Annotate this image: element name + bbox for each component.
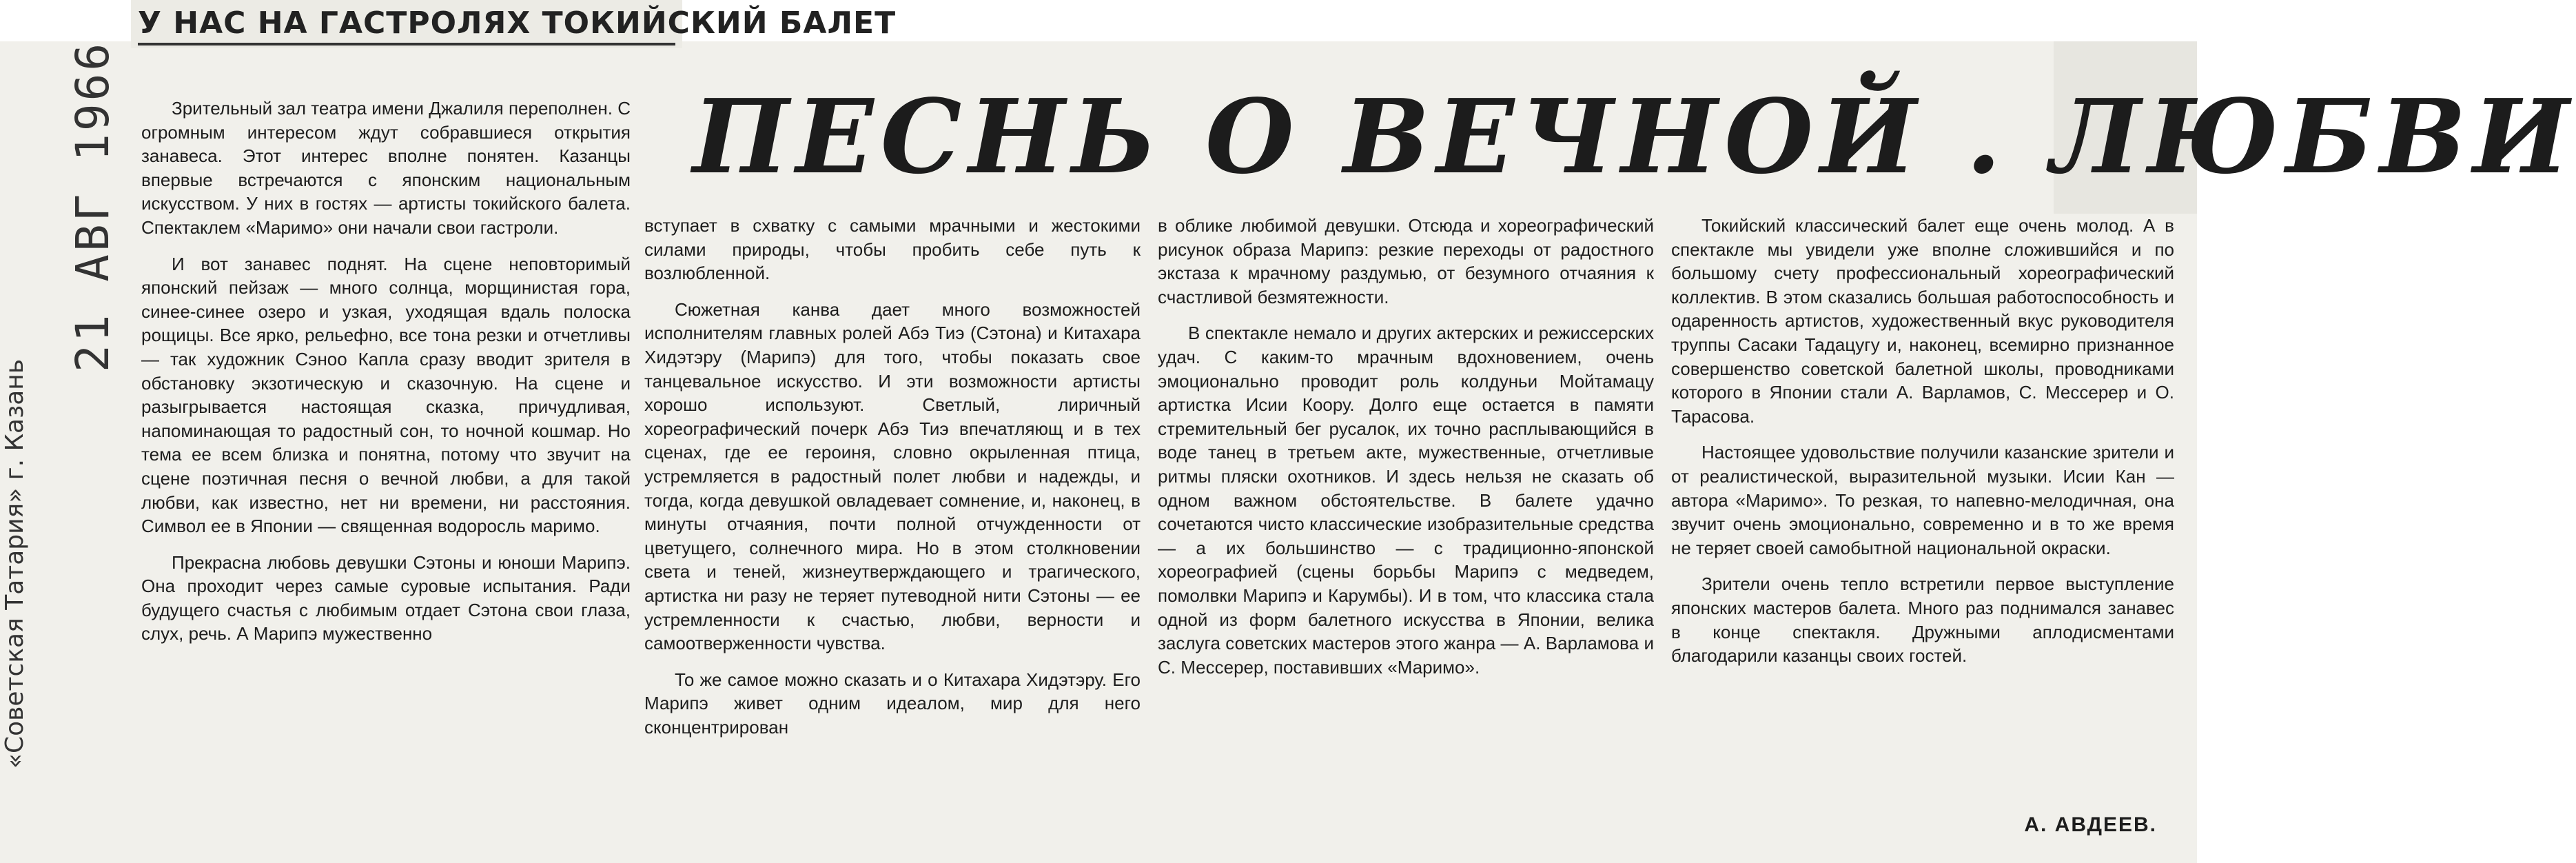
source-stamp [0,358,69,772]
date-stamp [66,40,128,372]
paragraph: вступает в схватку с самыми мрачными и жестокими силами природы, чтобы пробить себе путь к возлюбленной. [644,215,1141,284]
date-stamp-text: 21 АВГ 1966 [66,40,119,372]
paragraph: В спектакле немало и других актерских и режиссерских удач. С каким-то мрачным вдохновением, очень эмоционально проводит роль колдуньи Мойтамацу артистка Исии Коору. Долго еще остается в памяти стремительный бег русалок, их точно расплывающийся в воде танец в третьем акте, мужественные, отчетливые ритмы пляски охотников. И здесь нельзя не сказать об одном важном обстоятельстве. В балете удачно сочетаются чисто классические изобразительные средства — а их большинство — с традиционно-японской хореографией (сцены борьбы Марипэ с медведем, помолвки Марипэ и Карумбы). И в том, что классика стала одной из форм балетного искусства в Японии, велика заслуга советских мастеров этого жанра — А. Варламова и С. Мессерер, поставивших «Маримо». [1158,323,1654,678]
article-column-4 [1671,214,2174,820]
paragraph: Токийский классический балет еще очень молод. А в спектакле мы увидели уже вполне сложившийся и по большому счету профессиональный хореографический коллектив. В этом сказались большая работоспособность и одаренность артистов, художественный вкус руководителя труппы Сасаки Тадацугу и, наконец, всемирно признанное совершенство советской балетной школы, проводниками которого в Японии стали А. Варламов, С. Мессерер и О. Тарасова. [1671,215,2174,427]
author-signature: А. АВДЕЕВ. [2024,813,2157,836]
paragraph: То же самое можно сказать и о Китахара Хидэтэру. Его Марипэ живет одним идеалом, мир для него сконцентрирован [644,669,1141,738]
rubric-heading: У НАС НА ГАСТРОЛЯХ ТОКИЙСКИЙ БАЛЕТ [138,6,897,41]
paragraph: Настоящее удовольствие получили казанские зрители и от реалистической, выразительной музыки. Исии Кан — автора «Маримо». То резкая, то напевно-мелодичная, она звучит очень эмоционально, современно и в то же время не теряет своей самобытной национальной окраски. [1671,442,2174,558]
paragraph: в облике любимой девушки. Отсюда и хореографический рисунок образа Марипэ: резкие переходы от радостного экстаза к мрачному раздумью, от безумного отчаяния к счастливой безмятежности. [1158,215,1654,307]
article-column-2 [644,214,1141,834]
article-column-3 [1158,214,1654,834]
paragraph: Прекрасна любовь девушки Сэтоны и юноши Марипэ. Она проходит через самые суровые испытания. Ради будущего счастья с любимым отдает Сэтона свои глаза, слух, речь. А Марипэ мужественно [141,551,631,644]
rubric-rule [138,43,675,45]
paragraph: И вот занавес поднят. На сцене неповторимый японский пейзаж — много солнца, морщинистая гора, синее-синее озеро и узкая, уходящая вдаль полоска рощицы. Все ярко, рельефно, все тона резки и отчетливы — так художник Сэноо Капла сразу вводит зрителя в обстановку экзотическую и сказочную. На сцене и разыгрывается настоящая сказка, причудливая, напоминающая то радостный сон, то ночной кошмар. Но тема ее всем близка и понятна, потому что звучит на сцене поэтичная песня о вечной любви, а для такой любви, как известно, нет ни времени, ни расстояния. Символ ее в Японии — священная водоросль маримо. [141,253,631,537]
paragraph: Зрительный зал театра имени Джалиля переполнен. С огромным интересом ждут собравшиеся открытия занавеса. Этот интерес вполне понятен. Казанцы впервые встречаются с японским национальным искусством. У них в гостях — артисты токийского балета. Спектаклем «Маримо» они начали свои гастроли. [141,98,631,238]
article-headline: ПЕСНЬ О ВЕЧНОЙ . ЛЮБВИ [693,77,2576,196]
article-column-1 [141,97,631,855]
paragraph: Зрители очень тепло встретили первое выступление японских мастеров балета. Много раз поднимался занавес в конце спектакля. Дружными аплодисментами благодарили казанцы своих гостей. [1671,573,2174,667]
source-stamp-text: «Советская Татария» г. Казань [1,358,29,769]
paragraph: Сюжетная канва дает много возможностей исполнителям главных ролей Абэ Тиэ (Сэтона) и Китахара Хидэтэру (Марипэ) для того, чтобы показать свое танцевальное искусство. И эти возможности артисты хорошо используют. Светлый, лиричный хореографический почерк Абэ Тиэ впечатляющ и в тех сценах, где ее героиня, словно окрыленная птица, устремляется в радостный полет любви и надежды, и тогда, когда девушкой овладевает сомнение, и, наконец, в минуты отчаяния, почти полной отчужденности от цветущего, солнечного мира. Но в этом столкновении света и теней, жизнеутверждающего и трагического, артистка ни разу не теряет путеводной нити Сэтоны — ее устремленности к счастью, любви, верности и самоотверженности чувства. [644,298,1141,654]
